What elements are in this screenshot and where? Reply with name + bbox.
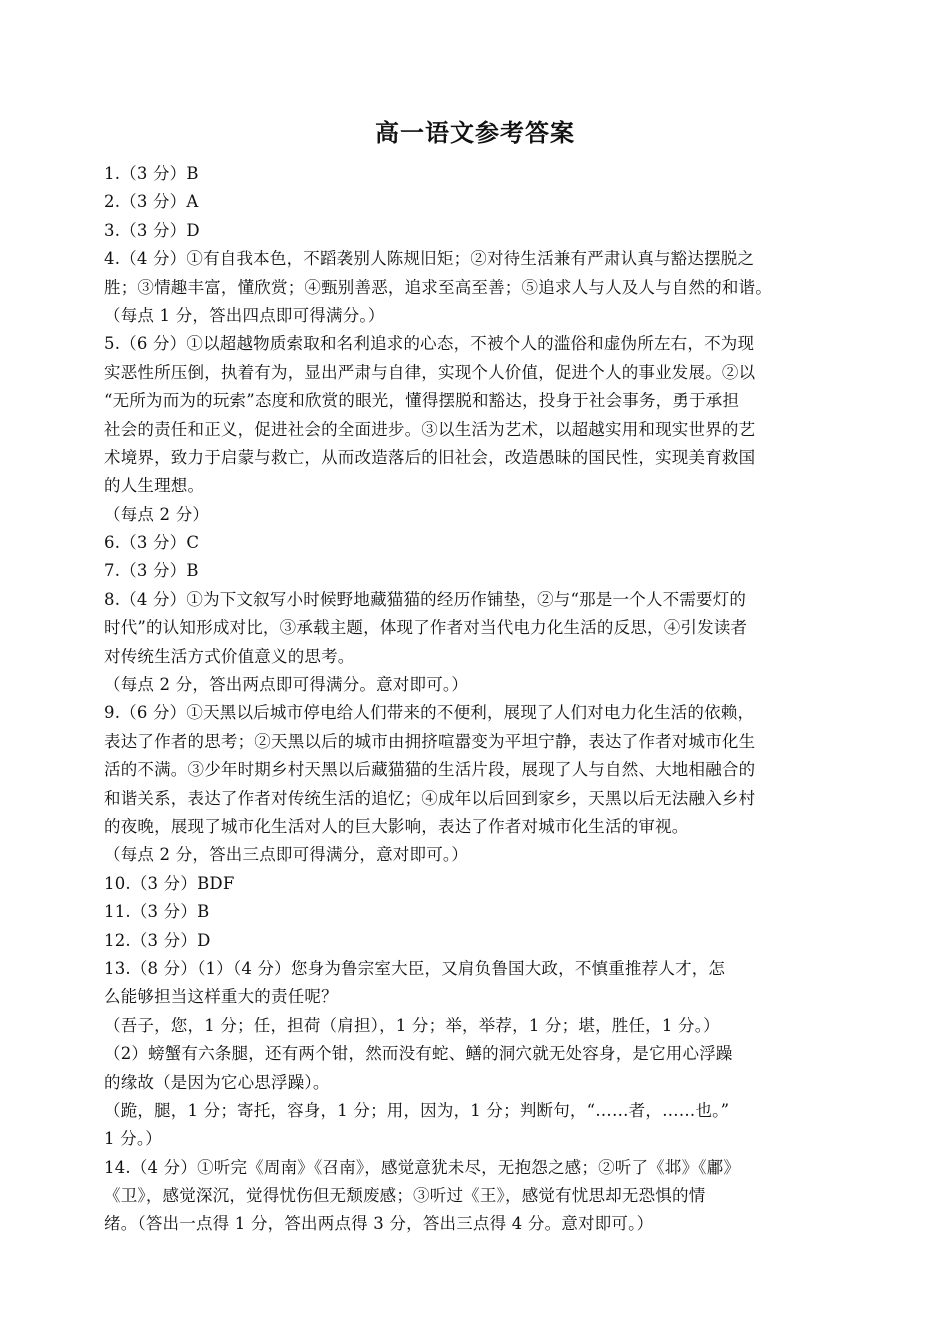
answer-line: 10.（3 分）BDF [104,873,235,893]
answer-line: 5.（6 分）①以超越物质索取和名利追求的心态，不被个人的滥俗和虚伪所左右，不为现 [104,334,755,354]
answer-line: 的夜晚，展现了城市化生活对人的巨大影响，表达了作者对城市化生活的审视。 [104,816,689,836]
answer-line: 1 分。） [104,1129,162,1149]
answer-line: 7.（3 分）B [104,561,199,581]
answer-line: 8.（4 分）①为下文叙写小时候野地藏猫猫的经历作铺垫，②与“那是一个人不需要灯的 [104,589,747,609]
answer-line: 时代”的认知形成对比，③承载主题，体现了作者对当代电力化生活的反思，④引发读者 [104,618,748,638]
answer-line: 胜；③情趣丰富，懂欣赏；④甄别善恶，追求至高至善；⑤追求人与人及人与自然的和谐。 [104,277,772,297]
answer-line: （每点 1 分，答出四点即可得满分。） [104,305,385,325]
answer-line: 和谐关系，表达了作者对传统生活的追忆；④成年以后回到家乡，天黑以后无法融入乡村 [104,788,756,808]
answer-line: 1.（3 分）B [104,164,199,183]
answer-line: 社会的责任和正义，促进社会的全面进步。③以生活为艺术，以超越实用和现实世界的艺 [104,419,756,439]
answer-line: 表达了作者的思考；②天黑以后的城市由拥挤喧嚣变为平坦宁静，表达了作者对城市化生 [104,731,756,751]
answer-line: 9.（6 分）①天黑以后城市停电给人们带来的不便利，展现了人们对电力化生活的依赖， [104,703,755,723]
answer-line: 14.（4 分）①听完《周南》《召南》，感觉意犹未尽，无抱怨之感；②听了《邶》《鄘》 [104,1157,741,1177]
answer-line: 活的不满。③少年时期乡村天黑以后藏猫猫的生活片段，展现了人与自然、大地相融合的 [104,760,756,780]
answer-line: 《卫》，感觉深沉，觉得忧伤但无颓废感；③听过《王》，感觉有忧思却无恐惧的情 [104,1186,706,1206]
answer-line: 术境界，致力于启蒙与救亡，从而改造落后的旧社会，改造愚昧的国民性，实现美育救国 [104,447,756,467]
answer-line: 实恶性所压倒，执着有为，显出严肃与自律，实现个人价值，促进个人的事业发展。②以 [104,362,756,382]
page-title: 高一语文参考答案 [375,119,575,147]
answer-line: （每点 2 分，答出三点即可得满分，意对即可。） [104,845,469,865]
answer-body [104,160,852,1239]
answer-line: 13.（8 分）（1）（4 分）您身为鲁宗室大臣，又肩负鲁国大政，不慎重推荐人才，怎 [104,958,726,978]
answer-line: 12.（3 分）D [104,930,211,950]
answer-line: （跪，腿，1 分；寄托，容身，1 分；用，因为，1 分；判断句，“……者，……也。” [104,1100,730,1120]
answer-line: 2.（3 分）A [104,192,199,212]
answer-line: 11.（3 分）B [104,902,210,922]
answer-line: 么能够担当这样重大的责任呢？ [104,987,338,1007]
answer-line: 对传统生活方式价值意义的思考。 [104,646,355,666]
answer-line: 3.（3 分）D [104,220,200,240]
answer-line: 6.（3 分）C [104,533,200,553]
answer-line: 的缘故（是因为它心思浮躁）。 [104,1072,330,1092]
answer-line: （每点 2 分） [104,504,210,524]
answer-line: 绪。（答出一点得 1 分，答出两点得 3 分，答出三点得 4 分。意对即可。） [104,1214,654,1234]
answer-line: “无所为而为的玩索”态度和欣赏的眼光，懂得摆脱和豁达，投身于社会事务，勇于承担 [104,391,740,411]
answer-line: 4.（4 分）①有自我本色，不蹈袭别人陈规旧矩；②对待生活兼有严肃认真与豁达摆脱之 [104,249,755,269]
answer-line: （吾子，您，1 分；任，担荷（肩担），1 分；举，举荐，1 分；堪，胜任，1 分。） [104,1015,720,1035]
answer-line: 的人生理想。 [104,476,205,496]
answer-line: （2）螃蟹有六条腿，还有两个钳，然而没有蛇、鳝的洞穴就无处容身，是它用心浮躁 [104,1044,733,1064]
answer-line: （每点 2 分，答出两点即可得满分。意对即可。） [104,675,469,695]
